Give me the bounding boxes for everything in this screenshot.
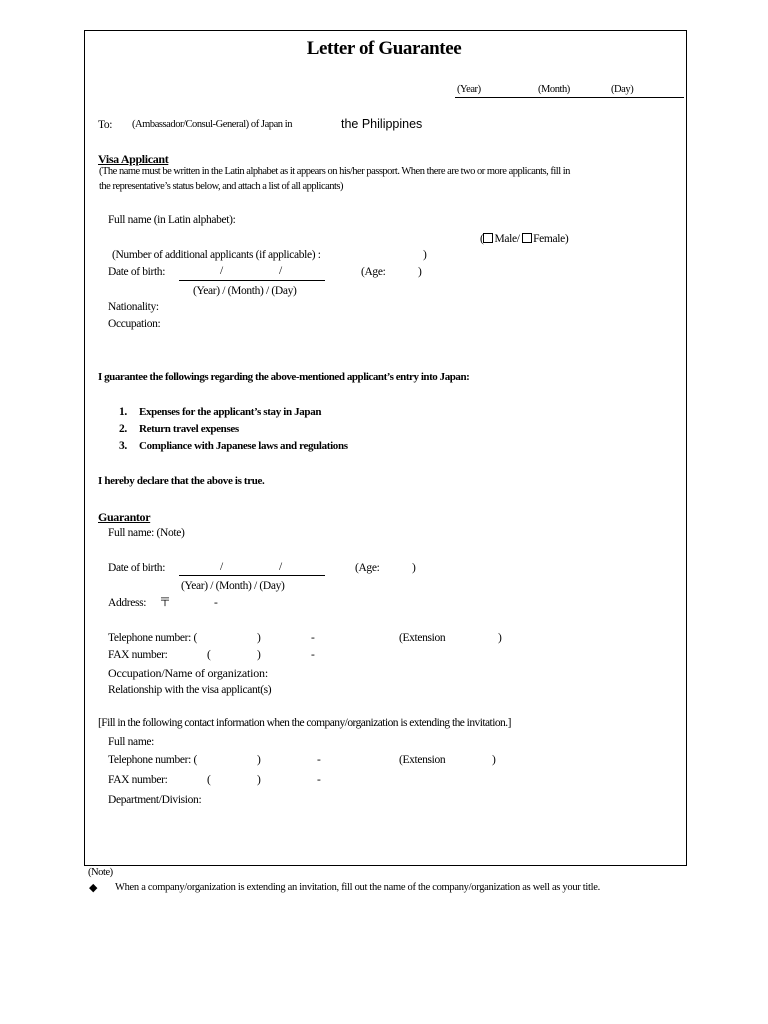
- company-full-name-label: Full name:: [108, 736, 155, 748]
- guarantor-dob-hint: (Year) / (Month) / (Day): [181, 580, 285, 592]
- to-label: To:: [98, 119, 113, 131]
- postal-dash: -: [214, 597, 218, 609]
- visa-applicant-note-1: (The name must be written in the Latin alphabet as it appears on his/her passport. When there are two or more applicants, fill in: [99, 166, 570, 177]
- applicant-full-name-label: Full name (in Latin alphabet):: [108, 214, 236, 226]
- declaration: I hereby declare that the above is true.: [98, 475, 265, 487]
- applicant-age-label: (Age:: [361, 266, 386, 278]
- additional-applicants-close: ): [423, 249, 427, 261]
- note-bullet-icon: ◆: [89, 881, 98, 894]
- company-fax-label: FAX number:: [108, 774, 168, 786]
- sex-field: [480, 233, 568, 246]
- guarantor-tel-dash: -: [311, 632, 315, 644]
- male-checkbox[interactable]: [483, 233, 493, 243]
- guarantor-address-label: Address:: [108, 597, 147, 609]
- page-title: Letter of Guarantee: [306, 38, 462, 59]
- date-month-label: (Month): [538, 84, 570, 95]
- visa-applicant-heading: Visa Applicant: [98, 152, 169, 166]
- company-tel-close: ): [257, 754, 261, 766]
- applicant-dob-slash-2: /: [279, 265, 282, 277]
- additional-applicants-label: (Number of additional applicants (if applicable) :: [112, 249, 321, 261]
- guarantor-extension-close: ): [498, 632, 502, 644]
- company-department-label: Department/Division:: [108, 794, 202, 806]
- occupation-label: Occupation:: [108, 318, 161, 330]
- company-extension-close: ): [492, 754, 496, 766]
- guarantor-fax-open: (: [207, 649, 211, 661]
- female-label: Female): [533, 233, 569, 245]
- nationality-label: Nationality:: [108, 301, 159, 313]
- date-year-label: (Year): [457, 84, 481, 95]
- guarantor-tel-close: ): [257, 632, 261, 644]
- postal-mark: 〒: [159, 595, 171, 609]
- company-tel-label: Telephone number: (: [108, 754, 197, 766]
- addressee: (Ambassador/Consul-General) of Japan in: [132, 119, 293, 130]
- guarantor-extension-label: (Extension: [399, 632, 446, 644]
- company-fax-open: (: [207, 774, 211, 786]
- company-tel-dash: -: [317, 754, 321, 766]
- guarantor-occupation-label: Occupation/Name of organization:: [108, 666, 268, 680]
- guarantor-dob-label: Date of birth:: [108, 562, 166, 574]
- applicant-dob-label: Date of birth:: [108, 266, 166, 278]
- guarantee-item-2-num: 2.: [119, 423, 127, 435]
- guarantor-dob-underline[interactable]: [179, 575, 325, 576]
- applicant-age-close: ): [418, 266, 422, 278]
- guarantee-item-2: Return travel expenses: [139, 423, 239, 435]
- company-fax-close: ): [257, 774, 261, 786]
- date-day-label: (Day): [611, 84, 634, 95]
- guarantor-relationship-label: Relationship with the visa applicant(s): [108, 684, 272, 696]
- guarantor-fax-close: ): [257, 649, 261, 661]
- applicant-dob-hint: (Year) / (Month) / (Day): [193, 285, 297, 297]
- guarantee-intro: I guarantee the followings regarding the above-mentioned applicant’s entry into Japan:: [98, 371, 470, 383]
- guarantee-item-3-num: 3.: [119, 440, 127, 452]
- applicant-dob-slash-1: /: [220, 265, 223, 277]
- date-underline: [455, 97, 684, 98]
- male-label: Male/: [494, 233, 520, 245]
- guarantor-dob-slash-1: /: [220, 561, 223, 573]
- note-text: When a company/organization is extending an invitation, fill out the name of the company/organization as well as your title.: [115, 882, 600, 893]
- company-extension-label: (Extension: [399, 754, 446, 766]
- guarantor-fax-dash: -: [311, 649, 315, 661]
- applicant-dob-underline[interactable]: [179, 280, 325, 281]
- note-label: (Note): [88, 867, 113, 878]
- company-instruction: [Fill in the following contact information when the company/organization is extending the invitation.]: [98, 717, 511, 729]
- visa-applicant-note-2: the representative’s status below, and attach a list of all applicants): [99, 181, 344, 192]
- guarantor-heading: Guarantor: [98, 510, 151, 524]
- sex-open-paren: (: [480, 233, 484, 245]
- guarantee-item-1: Expenses for the applicant’s stay in Japan: [139, 406, 322, 418]
- guarantor-dob-slash-2: /: [279, 561, 282, 573]
- guarantor-tel-label: Telephone number: (: [108, 632, 197, 644]
- guarantee-item-3: Compliance with Japanese laws and regulations: [139, 440, 348, 452]
- guarantor-age-close: ): [412, 562, 416, 574]
- country[interactable]: the Philippines: [341, 117, 423, 131]
- guarantor-age-label: (Age:: [355, 562, 380, 574]
- female-checkbox[interactable]: [522, 233, 532, 243]
- company-fax-dash: -: [317, 774, 321, 786]
- guarantee-item-1-num: 1.: [119, 406, 127, 418]
- guarantor-full-name-label: Full name: (Note): [108, 527, 185, 539]
- guarantor-fax-label: FAX number:: [108, 649, 168, 661]
